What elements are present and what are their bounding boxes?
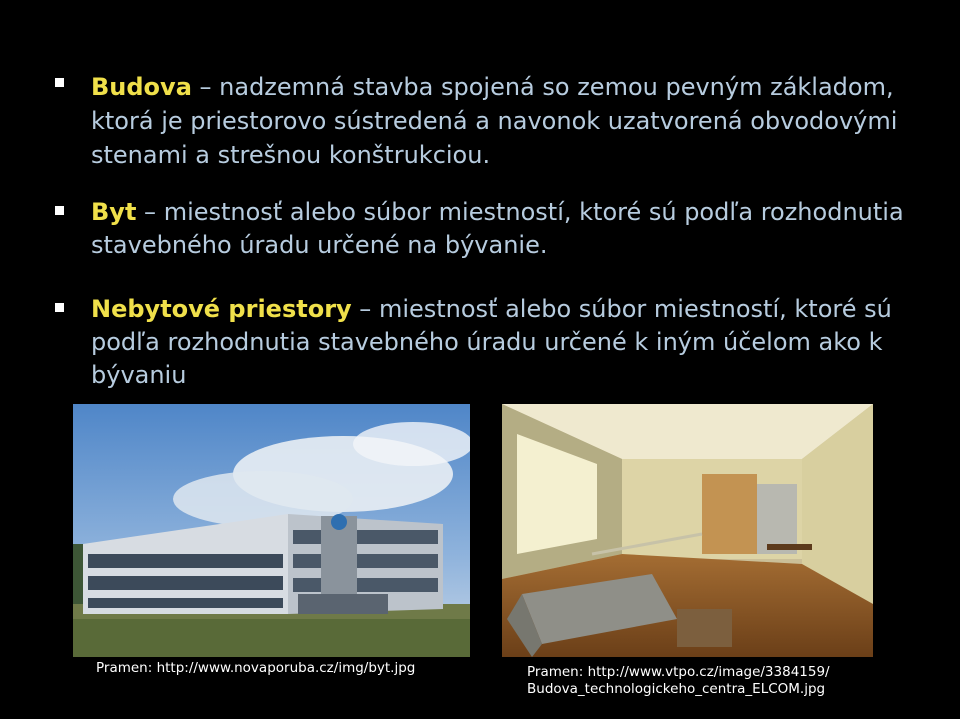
term-byt: Byt: [91, 198, 137, 226]
office-building-photo: [73, 404, 470, 657]
bullet-nebytove-priestory: [55, 293, 905, 392]
right-image-caption-line1: Pramen: http://www.vtpo.cz/image/3384159/: [527, 664, 830, 680]
square-bullet-icon: [55, 78, 64, 87]
interior-photo: [502, 404, 873, 657]
definition-budova: nadzemná stavba spojená so zemou pevným základom, ktorá je priestorovo sústredená a navonok uzatvorená obvodovými stenami a strešnou konštrukciou.: [91, 73, 898, 169]
bullet-text: Byt – miestnosť alebo súbor miestností, ktoré sú podľa rozhodnutia stavebného úradu určené na bývanie.: [91, 198, 904, 259]
definition-byt: miestnosť alebo súbor miestností, ktoré sú podľa rozhodnutia stavebného úradu určené na bývanie.: [91, 198, 904, 259]
definition-nebytove-priestory: miestnosť alebo súbor miestností, ktoré sú podľa rozhodnutia stavebného úradu určené k iným účelom ako k bývaniu: [91, 295, 892, 389]
apartment-interior-illustration: [502, 404, 873, 657]
bullet-text: Nebytové priestory – miestnosť alebo súbor miestností, ktoré sú podľa rozhodnutia stavebného úradu určené k iným účelom ako k bývaniu: [91, 295, 892, 389]
office-building-illustration: [73, 404, 470, 657]
bullet-byt: [55, 196, 905, 262]
square-bullet-icon: [55, 206, 64, 215]
square-bullet-icon: [55, 303, 64, 312]
term-budova: Budova: [91, 73, 192, 101]
term-nebytove-priestory: Nebytové priestory: [91, 295, 352, 323]
left-image-caption: Pramen: http://www.novaporuba.cz/img/byt.jpg: [96, 660, 416, 676]
right-image-caption-line2: Budova_technologickeho_centra_ELCOM.jpg: [527, 681, 826, 697]
bullet-budova: [55, 70, 905, 172]
bullet-text: Budova – nadzemná stavba spojená so zemou pevným základom, ktorá je priestorovo sústredená a navonok uzatvorená obvodovými stenami a strešnou konštrukciou.: [91, 73, 898, 169]
